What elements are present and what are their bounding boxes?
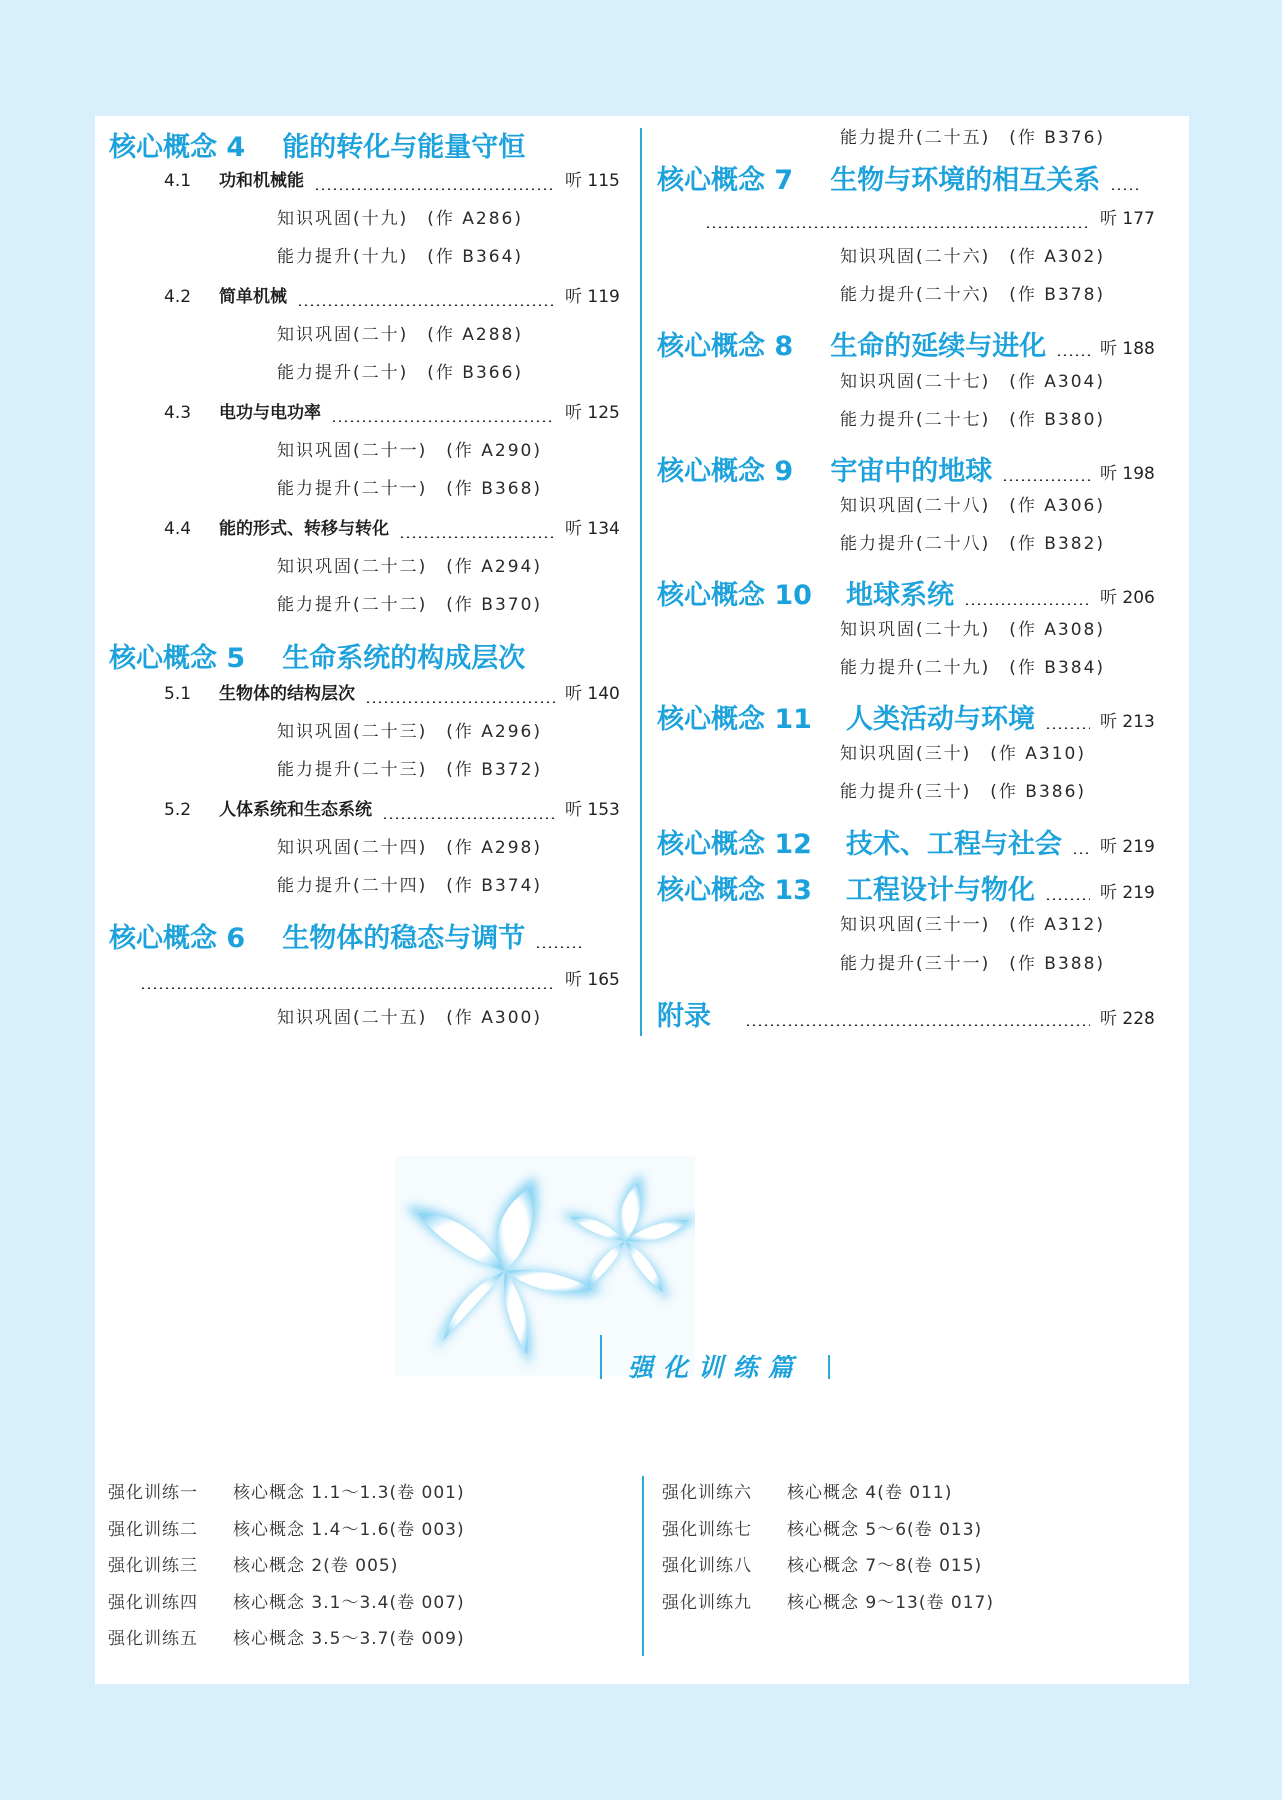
concept-label: 核心概念 4 bbox=[109, 132, 246, 163]
exercise-entry-text: 能力提升(二十一) (作 B368) bbox=[277, 479, 543, 499]
exercise-entry-text: 知识巩固(二十三) (作 A296) bbox=[277, 722, 543, 742]
training-name: 强化训练二 bbox=[108, 1519, 198, 1540]
concept-label: 核心概念 7 bbox=[657, 165, 794, 196]
exercise-entry-text: 能力提升(二十五) (作 B376) bbox=[840, 128, 1106, 148]
dot-leader bbox=[705, 226, 1090, 228]
exercise-entry-text: 能力提升(二十六) (作 B378) bbox=[840, 285, 1106, 305]
page-reference: 听 206 bbox=[1100, 588, 1155, 608]
exercise-entry-text: 知识巩固(二十) (作 A288) bbox=[277, 325, 524, 345]
concept-label: 核心概念 5 bbox=[109, 643, 246, 674]
exercise-entry-text: 能力提升(二十四) (作 B374) bbox=[277, 876, 543, 896]
training-description: 核心概念 1.4～1.6(卷 003) bbox=[233, 1519, 465, 1540]
concept-label: 核心概念 8 bbox=[657, 331, 794, 362]
exercise-entry-text: 知识巩固(三十一) (作 A312) bbox=[840, 915, 1106, 935]
dot-leader bbox=[1045, 898, 1090, 900]
section-number: 4.3 bbox=[164, 403, 192, 423]
dot-leader bbox=[1002, 479, 1090, 481]
exercise-entry-text: 知识巩固(二十七) (作 A304) bbox=[840, 372, 1106, 392]
section-number: 4.2 bbox=[164, 287, 192, 307]
concept-label: 核心概念 13 bbox=[657, 875, 812, 906]
dot-leader bbox=[1056, 354, 1090, 356]
dot-leader bbox=[1110, 188, 1140, 190]
training-name: 强化训练一 bbox=[108, 1483, 198, 1503]
page-reference: 听 119 bbox=[565, 287, 620, 307]
training-name: 强化训练八 bbox=[662, 1556, 752, 1576]
training-section-header bbox=[600, 1311, 830, 1381]
dot-leader bbox=[399, 536, 555, 538]
training-section-title: 强化训练篇 bbox=[628, 1353, 804, 1382]
exercise-entry-text: 能力提升(二十七) (作 B380) bbox=[840, 410, 1106, 430]
dot-leader bbox=[1045, 727, 1090, 729]
dot-leader bbox=[297, 304, 555, 306]
concept-label: 核心概念 10 bbox=[657, 580, 812, 611]
training-name: 强化训练五 bbox=[108, 1629, 198, 1649]
training-name: 强化训练七 bbox=[662, 1519, 752, 1540]
concept-title: 生命系统的构成层次 bbox=[282, 643, 526, 674]
dot-leader bbox=[382, 817, 555, 819]
exercise-entry-text: 知识巩固(三十) (作 A310) bbox=[840, 744, 1087, 764]
training-name: 强化训练九 bbox=[662, 1592, 752, 1613]
exercise-entry-text: 能力提升(三十一) (作 B388) bbox=[840, 954, 1106, 974]
page-reference: 听 134 bbox=[565, 519, 620, 539]
dot-leader bbox=[535, 946, 585, 948]
concept-title: 地球系统 bbox=[845, 580, 954, 611]
dot-leader bbox=[314, 188, 555, 190]
page-reference: 听 228 bbox=[1100, 1009, 1155, 1029]
toc-page bbox=[95, 116, 1189, 1684]
page-reference: 听 153 bbox=[565, 800, 620, 820]
page-reference: 听 115 bbox=[565, 171, 620, 191]
concept-label: 核心概念 12 bbox=[657, 829, 812, 860]
column-divider bbox=[640, 128, 642, 1036]
exercise-entry-text: 知识巩固(二十一) (作 A290) bbox=[277, 441, 543, 461]
exercise-entry-text: 知识巩固(十九) (作 A286) bbox=[277, 209, 524, 229]
section-number: 5.2 bbox=[164, 800, 192, 820]
exercise-entry-text: 能力提升(二十二) (作 B370) bbox=[277, 595, 543, 615]
concept-label: 附录 bbox=[657, 1001, 711, 1032]
exercise-entry-text: 知识巩固(二十八) (作 A306) bbox=[840, 496, 1106, 516]
section-title: 电功与电功率 bbox=[219, 403, 321, 423]
training-description: 核心概念 9～13(卷 017) bbox=[787, 1592, 994, 1613]
training-description: 核心概念 3.1～3.4(卷 007) bbox=[233, 1592, 465, 1613]
section-title: 功和机械能 bbox=[219, 171, 304, 191]
exercise-entry-text: 知识巩固(二十九) (作 A308) bbox=[840, 620, 1106, 640]
dot-leader bbox=[140, 987, 555, 989]
training-header-bar-right bbox=[828, 1355, 830, 1379]
section-title: 生物体的结构层次 bbox=[219, 684, 355, 704]
training-description: 核心概念 1.1～1.3(卷 001) bbox=[233, 1483, 465, 1503]
page-reference: 听 188 bbox=[1100, 339, 1155, 359]
page-reference: 听 125 bbox=[565, 403, 620, 423]
exercise-entry-text: 能力提升(二十) (作 B366) bbox=[277, 363, 524, 383]
section-title: 简单机械 bbox=[219, 287, 287, 307]
section-title: 人体系统和生态系统 bbox=[219, 800, 372, 820]
page-reference: 听 140 bbox=[565, 684, 620, 704]
section-title: 能的形式、转移与转化 bbox=[219, 519, 389, 539]
concept-label: 核心概念 11 bbox=[657, 704, 812, 735]
training-name: 强化训练六 bbox=[662, 1483, 752, 1503]
concept-label: 核心概念 9 bbox=[657, 456, 794, 487]
page-reference: 听 219 bbox=[1100, 883, 1155, 903]
concept-title: 人类活动与环境 bbox=[845, 704, 1035, 735]
exercise-entry-text: 能力提升(二十八) (作 B382) bbox=[840, 534, 1106, 554]
concept-label: 核心概念 6 bbox=[109, 923, 246, 954]
exercise-entry-text: 能力提升(二十三) (作 B372) bbox=[277, 760, 543, 780]
training-description: 核心概念 2(卷 005) bbox=[233, 1556, 399, 1576]
training-description: 核心概念 7～8(卷 015) bbox=[787, 1556, 983, 1576]
exercise-entry-text: 知识巩固(二十五) (作 A300) bbox=[277, 1008, 543, 1028]
section-number: 4.4 bbox=[164, 519, 192, 539]
section-number: 4.1 bbox=[164, 171, 192, 191]
dot-leader bbox=[365, 701, 555, 703]
section-number: 5.1 bbox=[164, 684, 192, 704]
dot-leader bbox=[964, 603, 1090, 605]
page-reference: 听 198 bbox=[1100, 464, 1155, 484]
training-description: 核心概念 5～6(卷 013) bbox=[787, 1519, 983, 1540]
concept-title: 生物体的稳态与调节 bbox=[282, 923, 526, 954]
exercise-entry-text: 能力提升(二十九) (作 B384) bbox=[840, 658, 1106, 678]
page-reference: 听 219 bbox=[1100, 837, 1155, 857]
exercise-entry-text: 知识巩固(二十六) (作 A302) bbox=[840, 247, 1106, 267]
training-description: 核心概念 4(卷 011) bbox=[787, 1483, 953, 1503]
dot-leader bbox=[1072, 852, 1090, 854]
concept-title: 工程设计与物化 bbox=[845, 875, 1035, 906]
page-reference: 听 165 bbox=[565, 970, 620, 990]
page-reference: 听 177 bbox=[1100, 209, 1155, 229]
training-divider bbox=[642, 1476, 644, 1656]
concept-title: 技术、工程与社会 bbox=[845, 829, 1062, 860]
concept-title: 宇宙中的地球 bbox=[830, 456, 993, 487]
concept-title: 生物与环境的相互关系 bbox=[830, 165, 1101, 196]
concept-title: 能的转化与能量守恒 bbox=[282, 132, 526, 163]
concept-title: 生命的延续与进化 bbox=[830, 331, 1047, 362]
training-header-bar-left bbox=[600, 1335, 602, 1379]
training-name: 强化训练四 bbox=[108, 1592, 198, 1613]
exercise-entry-text: 能力提升(十九) (作 B364) bbox=[277, 247, 524, 267]
exercise-entry-text: 知识巩固(二十二) (作 A294) bbox=[277, 557, 543, 577]
training-description: 核心概念 3.5～3.7(卷 009) bbox=[233, 1629, 465, 1649]
page-reference: 听 213 bbox=[1100, 712, 1155, 732]
dot-leader bbox=[745, 1024, 1090, 1026]
exercise-entry-text: 知识巩固(二十四) (作 A298) bbox=[277, 838, 543, 858]
dot-leader bbox=[331, 420, 555, 422]
exercise-entry-text: 能力提升(三十) (作 B386) bbox=[840, 782, 1087, 802]
training-name: 强化训练三 bbox=[108, 1556, 198, 1576]
